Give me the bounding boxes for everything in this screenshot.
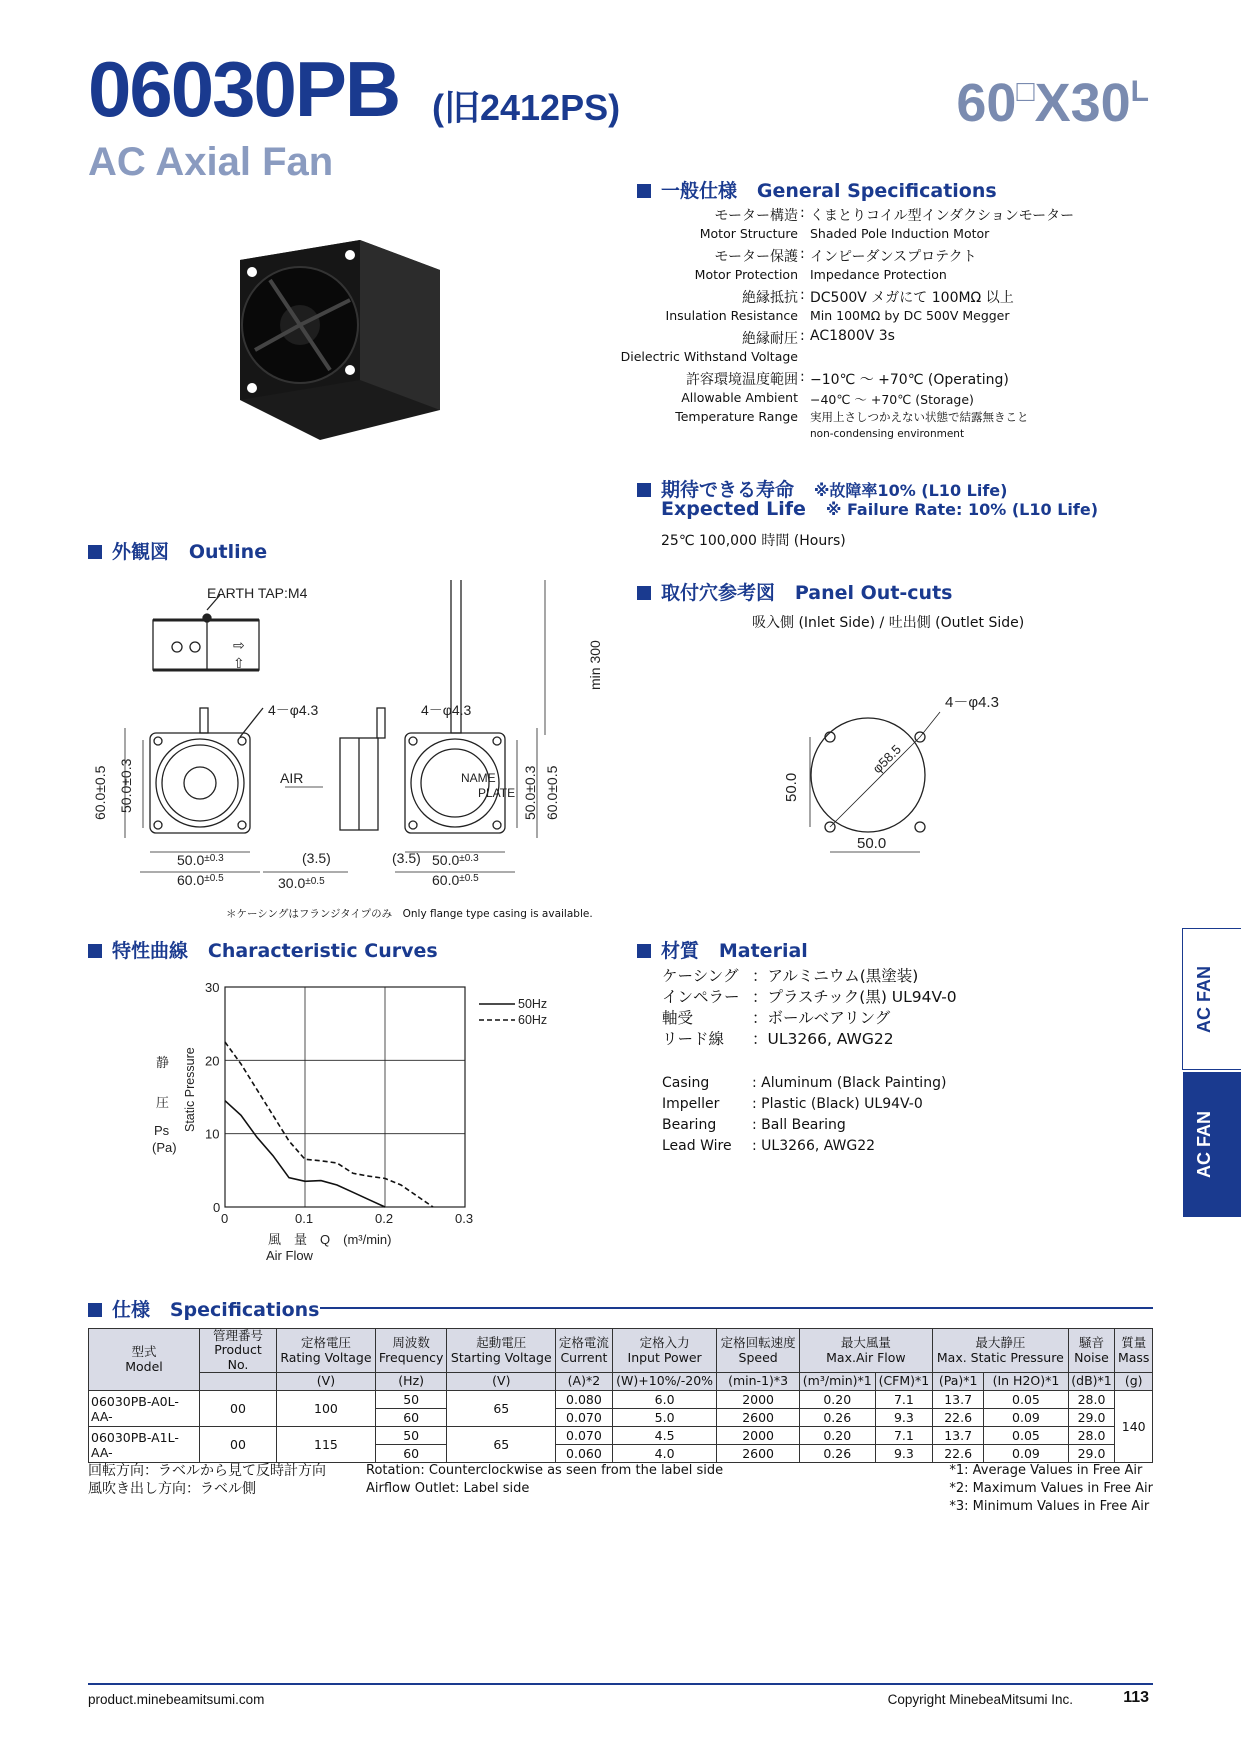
h60-label: 60.0±0.5 <box>92 765 108 820</box>
general-spec-heading: 一般仕様 General Specifications <box>637 176 997 203</box>
fan-photo <box>210 220 470 480</box>
page-number: 113 <box>1123 1689 1149 1706</box>
earth-tap-label: EARTH TAP:M4 <box>207 585 308 601</box>
outline-heading: 外観図 Outline <box>88 537 267 564</box>
panel-hole-label: 4－φ4.3 <box>945 694 999 711</box>
air-label: AIR <box>280 770 304 786</box>
footer-url[interactable]: product.minebeamitsumi.com <box>88 1692 265 1707</box>
legend-label: 60Hz <box>518 1013 548 1027</box>
side-tab-ac-fan-active[interactable]: AC FAN <box>1183 1072 1241 1217</box>
table-row: 06030PB-A0L-AA- 00 100 50 65 0.080 6.0 2000 0.20 7.1 13.7 0.05 28.0 140 <box>89 1391 1153 1409</box>
curves-heading: 特性曲線 Characteristic Curves <box>88 936 438 963</box>
svg-text:⇨: ⇨ <box>233 637 245 653</box>
y-label-jp2: 圧 <box>156 1095 170 1110</box>
h50-label: 50.0±0.3 <box>118 758 134 813</box>
specs-heading: 仕様 Specifications <box>88 1295 319 1322</box>
h60-rear-label: 60.0±0.5 <box>544 765 560 820</box>
svg-text:⇧: ⇧ <box>233 655 245 671</box>
table-row: 06030PB-A1L-AA- 00 115 50 65 0.070 4.5 2000 0.20 7.1 13.7 0.05 28.0 <box>89 1427 1153 1445</box>
material-heading: 材質 Material <box>637 936 808 963</box>
x-tick-label: 0 <box>221 1211 229 1226</box>
w60-rear-label: $60.0^{\pm 0.5}$ <box>432 872 479 888</box>
outline-drawing <box>85 580 615 910</box>
w50-label: $50.0^{\pm 0.3}$ <box>177 852 224 868</box>
hole-label: 4－φ4.3 <box>268 702 319 718</box>
square-icon <box>88 944 102 958</box>
spec-table: 型式 Model 定格電圧 Rating Voltage 周波数 Frequency 起動電圧 Starting Voltage 定格電流 Current 定格入力 Input Power 定格回転速度 Speed 最大風量 Max.Air Flow 最大静圧 Max. Static Pressure 騒音 Noise 質量 Mass 管理番号 Product No. (V) (Hz) (V) (A)*2 (W)+10%/-20% (min-1)*3 (m³/min)*1 (CFM)*1 (Pa)*1 (In H2O)*1 (dB)*1 (g) 06030PB-A0L-AA- 00 100 50 65 0.080 6.0 2000 0.20 7.1 13.7 0.05 28.0 140 60 0.070 5.0 2600 0.26 9.3 22.6 0.09 29.0 06030PB-A1L-AA- 00 115 50 65 0.070 4.5 2000 0.20 7.1 13.7 0.05 28.0 60 0.060 4.0 2600 0.26 9.3 22.6 0.09 29.0 <box>88 1328 1153 1463</box>
square-icon <box>88 545 102 559</box>
side-dim-left: (3.5) <box>302 850 331 866</box>
x-label-jp: 風 量 Q (m³/min) <box>268 1232 392 1247</box>
notes-footnotes: *1: Average Values in Free Air *2: Maximum Values in Free Air *3: Minimum Values in Free Air <box>949 1463 1153 1514</box>
side-dim-right: (3.5) <box>392 850 421 866</box>
square-icon <box>88 1303 102 1317</box>
life-heading: 期待できる寿命 ※故障率10% (L10 Life) <box>637 475 1007 502</box>
w30-label: $30.0^{\pm 0.5}$ <box>278 875 325 891</box>
y-label-sym: Ps <box>154 1123 170 1138</box>
life-heading-en: Expected Life ※ Failure Rate: 10% (L10 Life) <box>661 498 1098 520</box>
panel-dia-label: φ58.5 <box>869 741 904 777</box>
x-tick-label: 0.1 <box>295 1211 314 1226</box>
panel-heading: 取付穴参考図 Panel Out-cuts <box>637 578 952 605</box>
name-label: NAME <box>461 771 496 785</box>
footer-copyright: Copyright MinebeaMitsumi Inc. <box>887 1692 1073 1707</box>
y-tick-label: 30 <box>205 980 220 995</box>
y-label-jp1: 静 <box>156 1055 170 1070</box>
outline-note: ＊ケーシングはフランジタイプのみ Only flange type casing is available. <box>226 908 593 920</box>
h50-rear-label: 50.0±0.3 <box>522 765 538 820</box>
min300-label: min 300 <box>587 640 603 690</box>
square-icon <box>637 184 651 198</box>
legend-label: 50Hz <box>518 997 548 1011</box>
subtitle: AC Axial Fan <box>88 140 334 184</box>
notes-en: Rotation: Counterclockwise as seen from the label side Airflow Outlet: Label side <box>366 1463 724 1496</box>
characteristic-chart <box>140 972 560 1272</box>
y-tick-label: 20 <box>205 1053 220 1069</box>
square-icon <box>637 944 651 958</box>
y-label-en: Static Pressure <box>183 1047 197 1132</box>
table-row: 60 0.070 5.0 2600 0.26 9.3 22.6 0.09 29.0 <box>89 1409 1153 1427</box>
x-label-en: Air Flow <box>266 1248 313 1263</box>
panel-w-label: 50.0 <box>857 835 887 852</box>
material-jp-list: ケーシング ：アルミニウム(黒塗装) インペラー ：プラスチック(黒) UL94V-0 軸受 ：ボールベアリング リード線 ：UL3266, AWG22 <box>662 967 957 1048</box>
y-tick-label: 10 <box>205 1126 220 1142</box>
notes-jp: 回転方向：ラベルから見て反時計方向 風吹き出し方向：ラベル側 <box>88 1463 326 1497</box>
life-value: 25℃ 100,000 時間 (Hours) <box>661 533 846 549</box>
y-tick-label: 0 <box>213 1200 221 1215</box>
x-tick-label: 0.3 <box>455 1211 474 1226</box>
size-title: $60^□X30^L$ <box>956 73 1149 133</box>
plate-label: PLATE <box>478 786 516 800</box>
table-row: 60 0.060 4.0 2600 0.26 9.3 22.6 0.09 29.0 <box>89 1445 1153 1463</box>
square-icon <box>637 483 651 497</box>
specs-rule <box>320 1307 1153 1309</box>
x-tick-label: 0.2 <box>375 1211 394 1226</box>
material-en-list: Casing : Aluminum (Black Painting) Impeller : Plastic (Black) UL94V-0 Bearing : Ball Bearing Lead Wire : UL3266, AWG22 <box>662 1075 947 1154</box>
panel-h-label: 50.0 <box>783 772 800 802</box>
panel-drawing <box>770 690 1020 870</box>
side-tab-ac-fan[interactable]: AC FAN <box>1182 928 1241 1070</box>
square-icon <box>637 586 651 600</box>
old-model: (旧2412PS) <box>432 87 621 128</box>
hole-label-rear: 4－φ4.3 <box>421 702 472 718</box>
footer-rule <box>88 1683 1153 1685</box>
panel-sides: 吸入側 (Inlet Side) / 吐出側 (Outlet Side) <box>752 615 1025 631</box>
w60-label: $60.0^{\pm 0.5}$ <box>177 872 224 888</box>
model-title: 06030PB <box>88 45 400 133</box>
w50-rear-label: $50.0^{\pm 0.3}$ <box>432 852 479 868</box>
general-spec-list: モーター構造 : くまとりコイル型インダクションモーター Motor Structure Shaded Pole Induction Motor モーター保護 : インピーダンスプロテクト Motor Protection Impedance Protection 絶縁抵抗 : DC500V メガにて 100MΩ 以上 Insulation Resistance Min 100MΩ by DC 500V Megger 絶縁耐圧 : AC1800V 3s Dielectric Withstand Voltage 許容環境温度範囲 : −10℃ ～ +70℃ (Operating) Allowable Ambient −40℃ ～ +70℃ (Storage) Temperature Range 実用上さしつかえない状態で結露無きこと non-condensing environment <box>620 205 1075 440</box>
y-label-unit: (Pa) <box>152 1140 177 1155</box>
